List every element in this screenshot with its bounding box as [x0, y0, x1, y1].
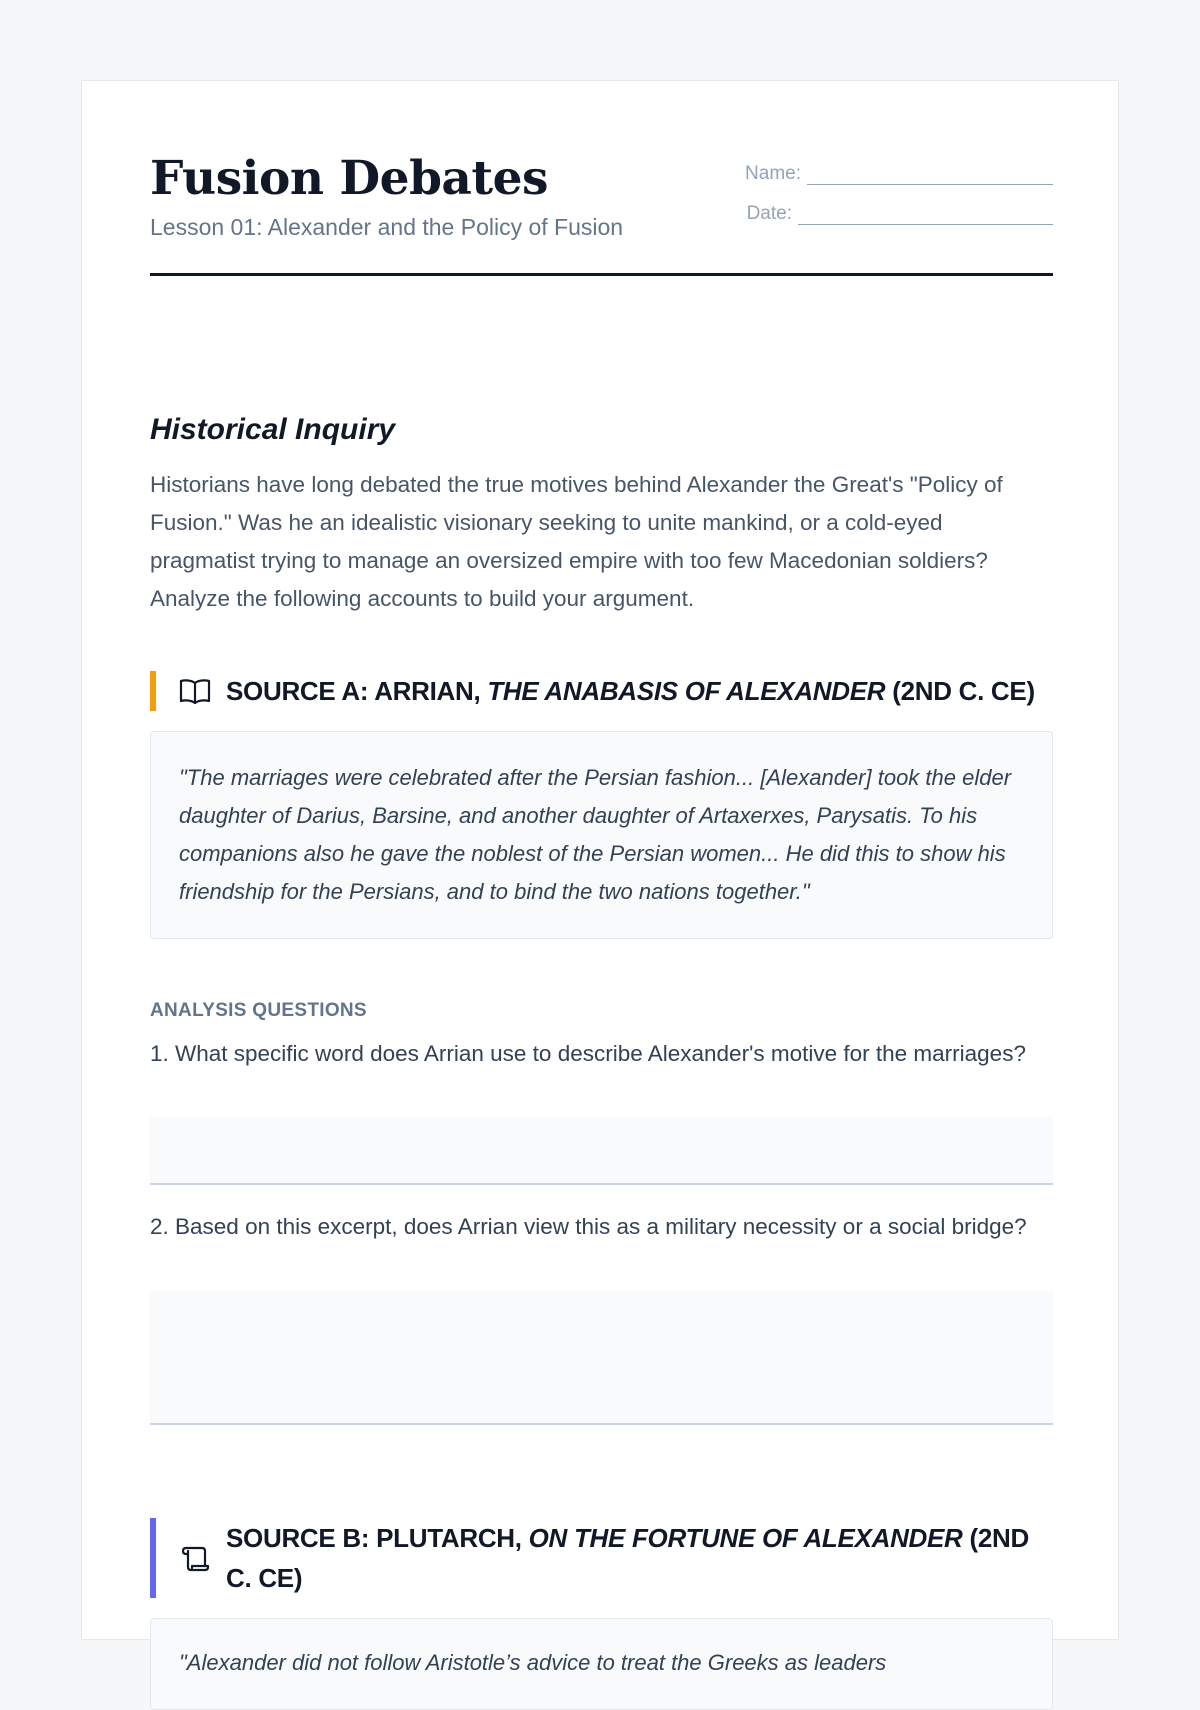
source-b-accent-bar	[150, 1518, 156, 1598]
source-a-work-title: THE ANABASIS OF ALEXANDER	[487, 676, 886, 706]
page-title: Fusion Debates	[150, 151, 548, 206]
name-field	[745, 163, 1053, 185]
source-a-heading	[150, 671, 1053, 711]
answer-1-box[interactable]	[150, 1117, 1053, 1185]
date-field	[747, 203, 1053, 225]
source-b-heading	[150, 1518, 1053, 1598]
date-input-line[interactable]	[798, 206, 1053, 225]
inquiry-intro: Historians have long debated the true motives behind Alexander the Great's "Policy of Fusion." Was he an idealistic visionary seeking to unite mankind, or a cold-eyed pragmatist trying to manage an oversized empire with too few Macedonian soldiers? Analyze the following accounts to build your argument.	[150, 472, 1003, 611]
source-b-prefix: SOURCE B: PLUTARCH,	[226, 1523, 529, 1553]
source-a-quote: "The marriages were celebrated after the Persian fashion... [Alexander] took the elder daughter of Darius, Barsine, and another daughter of Artaxerxes, Parysatis. To his companions also he gave the noblest of the Persian women... He did this to show his friendship for the Persians, and to bind the two nations together."	[150, 731, 1053, 939]
worksheet-page	[81, 80, 1119, 1675]
scroll-icon	[178, 1518, 212, 1598]
lesson-subtitle: Lesson 01: Alexander and the Policy of Fusion	[150, 214, 624, 240]
name-label: Name:	[745, 163, 801, 184]
source-a-accent-bar	[150, 671, 156, 711]
date-label: Date:	[746, 203, 792, 224]
question-1: 1. What specific word does Arrian use to describe Alexander's motive for the marriages?	[150, 1041, 1026, 1066]
source-b-work-title: ON THE FORTUNE OF ALEXANDER	[528, 1523, 963, 1553]
source-b-date: (2ND C. CE)	[226, 1523, 1029, 1593]
worksheet-content	[150, 81, 1053, 1675]
source-b-quote: "Alexander did not follow Aristotle’s advice to treat the Greeks as leaders	[150, 1618, 1053, 1710]
analysis-questions-label: ANALYSIS QUESTIONS	[150, 1000, 367, 1021]
worksheet-header	[150, 81, 1053, 276]
name-input-line[interactable]	[807, 166, 1053, 185]
answer-2-box[interactable]	[150, 1291, 1053, 1425]
question-2: 2. Based on this excerpt, does Arrian view this as a military necessity or a social bridge?	[150, 1214, 1027, 1239]
source-a-prefix: SOURCE A: ARRIAN,	[226, 676, 488, 706]
inquiry-heading: Historical Inquiry	[150, 413, 396, 446]
source-a-date: (2ND C. CE)	[885, 676, 1035, 706]
open-book-icon	[178, 671, 212, 711]
